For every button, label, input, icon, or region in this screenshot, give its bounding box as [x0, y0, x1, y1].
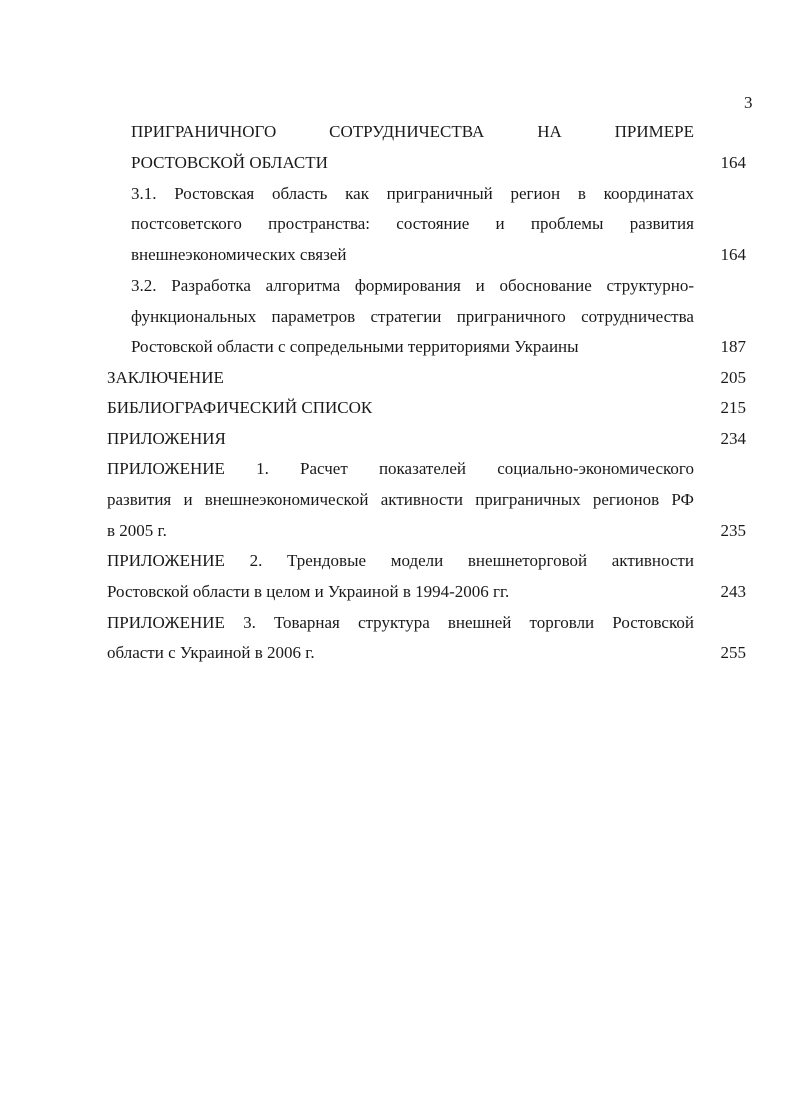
toc-word: область	[271, 184, 328, 203]
toc-word: Товарная	[273, 613, 340, 632]
toc-s3-1-line2	[131, 212, 694, 236]
toc-conclusion: ЗАКЛЮЧЕНИЕ	[107, 368, 224, 387]
toc-word: внешнеторговой	[467, 551, 588, 570]
toc-app1-line1	[107, 457, 694, 481]
toc-word: параметров	[271, 307, 356, 326]
toc-s3-2-page: 187	[720, 337, 746, 356]
toc-conclusion-page: 205	[720, 368, 746, 387]
toc-word: постсоветского	[131, 214, 242, 233]
toc-word: активности	[380, 490, 463, 509]
toc-word: Расчет	[300, 459, 348, 478]
toc-word: ПРИЛОЖЕНИЕ	[107, 551, 225, 570]
toc-app1-line2	[107, 488, 694, 512]
toc-s3-1-line1	[131, 182, 694, 206]
toc-app1-page: 235	[720, 521, 746, 540]
toc-word: 2.	[249, 551, 263, 570]
toc-word: сотрудничества	[581, 307, 694, 326]
toc-word: 3.1.	[131, 184, 157, 203]
toc-app3-line2: области с Украиной в 2006 г.	[107, 643, 315, 662]
toc-chapter3-line1	[131, 120, 694, 144]
toc-word: 3.	[243, 613, 256, 632]
toc-s3-1-page: 164	[720, 245, 746, 264]
toc-word: состояние	[396, 214, 470, 233]
toc-word: структурно-	[606, 276, 694, 295]
toc-word: развития	[107, 490, 172, 509]
toc-word: Ростовская	[174, 184, 255, 203]
toc-word: активности	[611, 551, 694, 570]
toc-word: приграничного	[456, 307, 566, 326]
toc-word: Трендовые	[287, 551, 367, 570]
toc-word: социально-экономического	[497, 459, 694, 478]
page-number: 3	[744, 93, 753, 112]
toc-word: формирования	[354, 276, 461, 295]
toc-word: и	[495, 214, 505, 233]
toc-word: регионов	[592, 490, 660, 509]
toc-s3-2-line2	[131, 305, 694, 329]
toc-word: ПРИЛОЖЕНИЕ	[107, 459, 225, 478]
toc-app3-line1	[107, 611, 694, 635]
toc-bibliography-page: 215	[720, 398, 746, 417]
toc-word: НА	[537, 122, 562, 141]
toc-word: приграничный	[386, 184, 493, 203]
toc-word: в	[577, 184, 586, 203]
toc-word: функциональных	[131, 307, 257, 326]
toc-word: модели	[390, 551, 444, 570]
toc-word: координатах	[603, 184, 694, 203]
toc-word: приграничных	[475, 490, 581, 509]
toc-s3-1-line3: внешнеэкономических связей	[131, 245, 347, 264]
toc-word: ПРИМЕРЕ	[614, 122, 694, 141]
toc-word: ПРИЛОЖЕНИЕ	[107, 613, 225, 632]
toc-word: ПРИГРАНИЧНОГО	[131, 122, 277, 141]
toc-app1-line3: в 2005 г.	[107, 521, 167, 540]
toc-word: пространства:	[268, 214, 371, 233]
toc-word: 3.2.	[131, 276, 157, 295]
toc-appendices-page: 234	[720, 429, 746, 448]
toc-word: и	[183, 490, 193, 509]
toc-word: как	[345, 184, 369, 203]
toc-chapter3-line2: РОСТОВСКОЙ ОБЛАСТИ	[131, 153, 328, 172]
toc-word: проблемы	[530, 214, 604, 233]
toc-app2-page: 243	[720, 582, 746, 601]
toc-word: показателей	[378, 459, 467, 478]
toc-word: РФ	[671, 490, 694, 509]
toc-bibliography: БИБЛИОГРАФИЧЕСКИЙ СПИСОК	[107, 398, 373, 417]
toc-word: 1.	[256, 459, 269, 478]
toc-word: регион	[510, 184, 561, 203]
toc-s3-2-line3: Ростовской области с сопредельными территориями Украины	[131, 337, 579, 356]
toc-app2-line2: Ростовской области в целом и Украиной в 1994-2006 гг.	[107, 582, 510, 601]
toc-word: торговли	[529, 613, 595, 632]
toc-word: и	[475, 276, 485, 295]
toc-word: структура	[358, 613, 430, 632]
toc-word: Ростовской	[612, 613, 694, 632]
toc-appendices: ПРИЛОЖЕНИЯ	[107, 429, 226, 448]
toc-app3-page: 255	[720, 643, 746, 662]
toc-s3-2-line1	[131, 274, 694, 298]
toc-word: обоснование	[499, 276, 592, 295]
toc-word: Разработка	[171, 276, 251, 295]
toc-word: алгоритма	[265, 276, 341, 295]
toc-word: стратегии	[370, 307, 442, 326]
toc-word: СОТРУДНИЧЕСТВА	[329, 122, 485, 141]
toc-app2-line1	[107, 549, 694, 573]
toc-word: внешнеэкономической	[204, 490, 369, 509]
toc-word: внешней	[447, 613, 512, 632]
toc-word: развития	[629, 214, 694, 233]
toc-chapter3-page: 164	[720, 153, 746, 172]
